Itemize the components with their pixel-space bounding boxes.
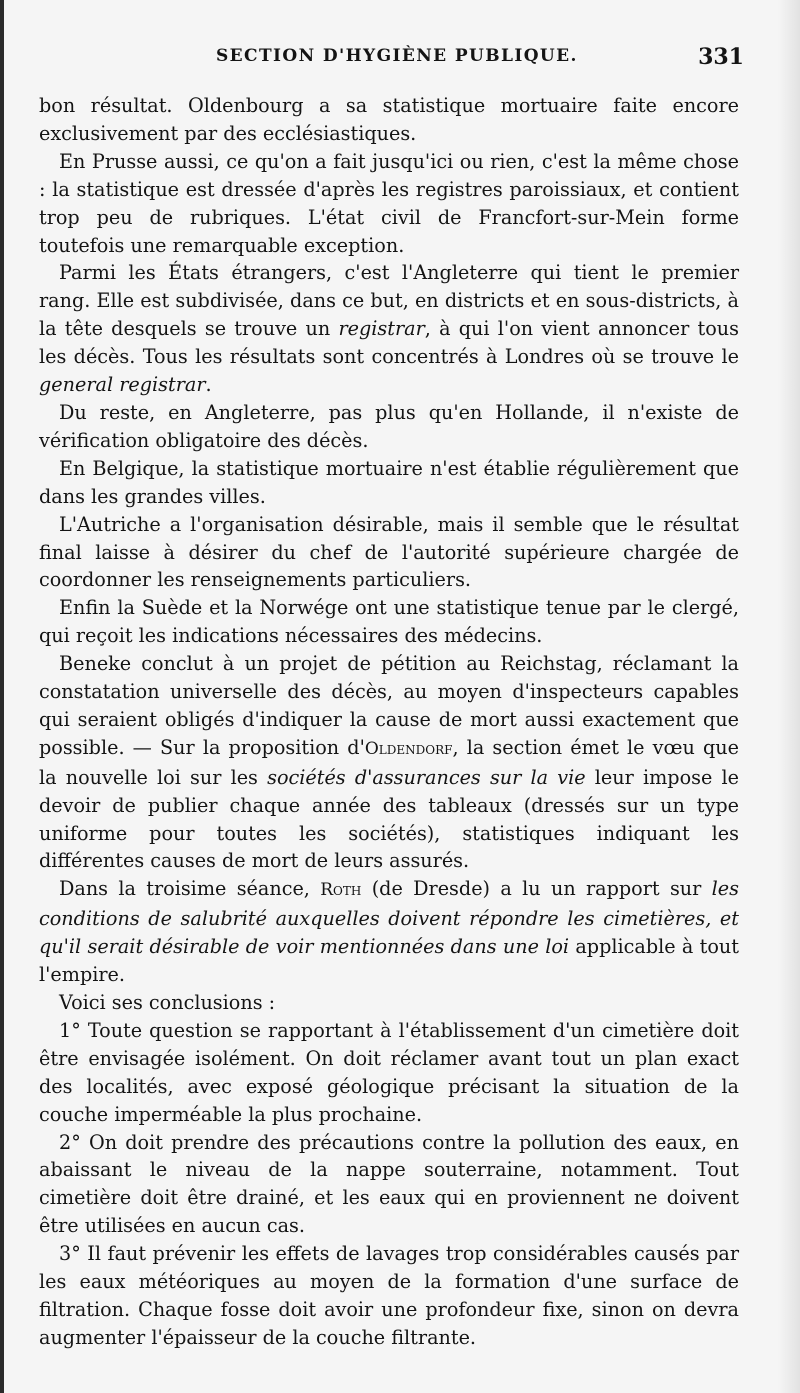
paragraph xyxy=(39,399,739,455)
paragraph-text: Voici ses conclusions : xyxy=(59,991,276,1014)
page-header xyxy=(40,44,744,82)
paragraph xyxy=(39,455,739,511)
paragraph-text: , à qui l'on vient annoncer tous les décès. Tous les résultats sont concentrés à Londres où se trouve le xyxy=(39,317,739,369)
italic-text: sociétés d'assurances sur la vie xyxy=(267,765,586,789)
running-head: SECTION D'HYGIÈNE PUBLIQUE. xyxy=(216,46,578,66)
paragraph-text: (de Dresde) a lu un rapport sur xyxy=(361,877,712,901)
paragraph xyxy=(39,92,739,148)
paragraph-text: Parmi les États étrangers, c'est l'Angleterre qui tient le premier rang. Elle est subdivisée, dans ce but, en districts et en sous-districts, à la tête desquels se trouve un xyxy=(39,261,739,341)
paragraph xyxy=(39,259,739,399)
paragraph xyxy=(39,594,739,650)
paragraph xyxy=(39,1017,739,1129)
paragraph-text: Enfin la Suède et la Norwége ont une statistique tenue par le clergé, qui reçoit les indications nécessaires des médecins. xyxy=(39,596,739,648)
small-caps-name: Roth xyxy=(320,880,362,901)
page-gutter xyxy=(778,0,800,1393)
paragraph-text: 3° Il faut prévenir les effets de lavages trop considérables causés par les eaux météoriques au moyen de la formation d'une surface de filtration. Chaque fosse doit avoir une profondeur fixe, sinon on devra augmenter l'épaisseur de la couche filtrante. xyxy=(39,1242,739,1349)
paragraph-text: Dans la troisime séance, xyxy=(59,877,321,901)
paragraph-text: applicable à tout l'empire. xyxy=(39,935,739,987)
paragraph xyxy=(39,148,739,260)
paragraph xyxy=(39,1129,739,1241)
paragraph-text: 1° Toute question se rapportant à l'établissement d'un cimetière doit être envisagée isolément. On doit réclamer avant tout un plan exact des localités, avec exposé géologique précisant la situation de la couche imperméable la plus prochaine. xyxy=(39,1018,739,1126)
italic-text: general registrar xyxy=(39,373,206,397)
italic-text: les conditions de salubrité auxquelles doivent répondre les cimetières, et qu'il serait désirable de voir mentionnées dans une loi xyxy=(39,877,740,959)
paragraph-text: leur impose le devoir de publier chaque année des tableaux (dressés sur un type uniforme pour toutes les sociétés), statistiques indiquant les différentes causes de mort de leurs assurés. xyxy=(39,765,739,873)
paragraph-text: 2° On doit prendre des précautions contre la pollution des eaux, en abaissant le niveau de la nappe souterraine, notamment. Tout cimetière doit être drainé, et les eaux qui en proviennent ne doivent être utilisées en aucun cas. xyxy=(39,1130,739,1238)
paragraph-text: Beneke conclut à un projet de pétition au Reichstag, réclamant la constatation universelle des décès, au moyen d'inspecteurs capables qui seraient obligés d'indiquer la cause de mort aussi exactement que possible. — Sur la proposition d' xyxy=(39,652,739,759)
paragraph xyxy=(39,511,739,595)
body-text xyxy=(39,92,739,1352)
paragraph xyxy=(39,989,739,1017)
small-caps-name: Oldendorf xyxy=(364,738,453,759)
paragraph xyxy=(39,1240,739,1352)
paragraph xyxy=(39,875,739,989)
paragraph-text: En Belgique, la statistique mortuaire n'est établie régulièrement que dans les grandes villes. xyxy=(39,456,739,508)
page-edge-shadow xyxy=(0,0,4,1393)
paragraph-text: Du reste, en Angleterre, pas plus qu'en Hollande, il n'existe de vérification obligatoire des décès. xyxy=(39,400,739,452)
paragraph xyxy=(39,650,739,875)
paragraph-text: , la section émet le vœu que la nouvelle loi sur les xyxy=(39,735,739,789)
page-number: 331 xyxy=(698,44,744,70)
italic-text: registrar xyxy=(338,317,425,341)
paragraph-text: L'Autriche a l'organisation désirable, mais il semble que le résultat final laisse à désirer du chef de l'autorité supérieure chargée de coordonner les renseignements particuliers. xyxy=(39,512,739,592)
paragraph-text: bon résultat. Oldenbourg a sa statistique mortuaire faite encore exclusivement par des ecclésiastiques. xyxy=(39,94,739,145)
paragraph-text: En Prusse aussi, ce qu'on a fait jusqu'ici ou rien, c'est la même chose : la statistique est dressée d'après les registres paroissiaux, et contient trop peu de rubriques. L'état civil de Francfort-sur-Mein forme toutefois une remarquable exception. xyxy=(39,149,739,257)
paragraph-text: . xyxy=(205,373,212,397)
